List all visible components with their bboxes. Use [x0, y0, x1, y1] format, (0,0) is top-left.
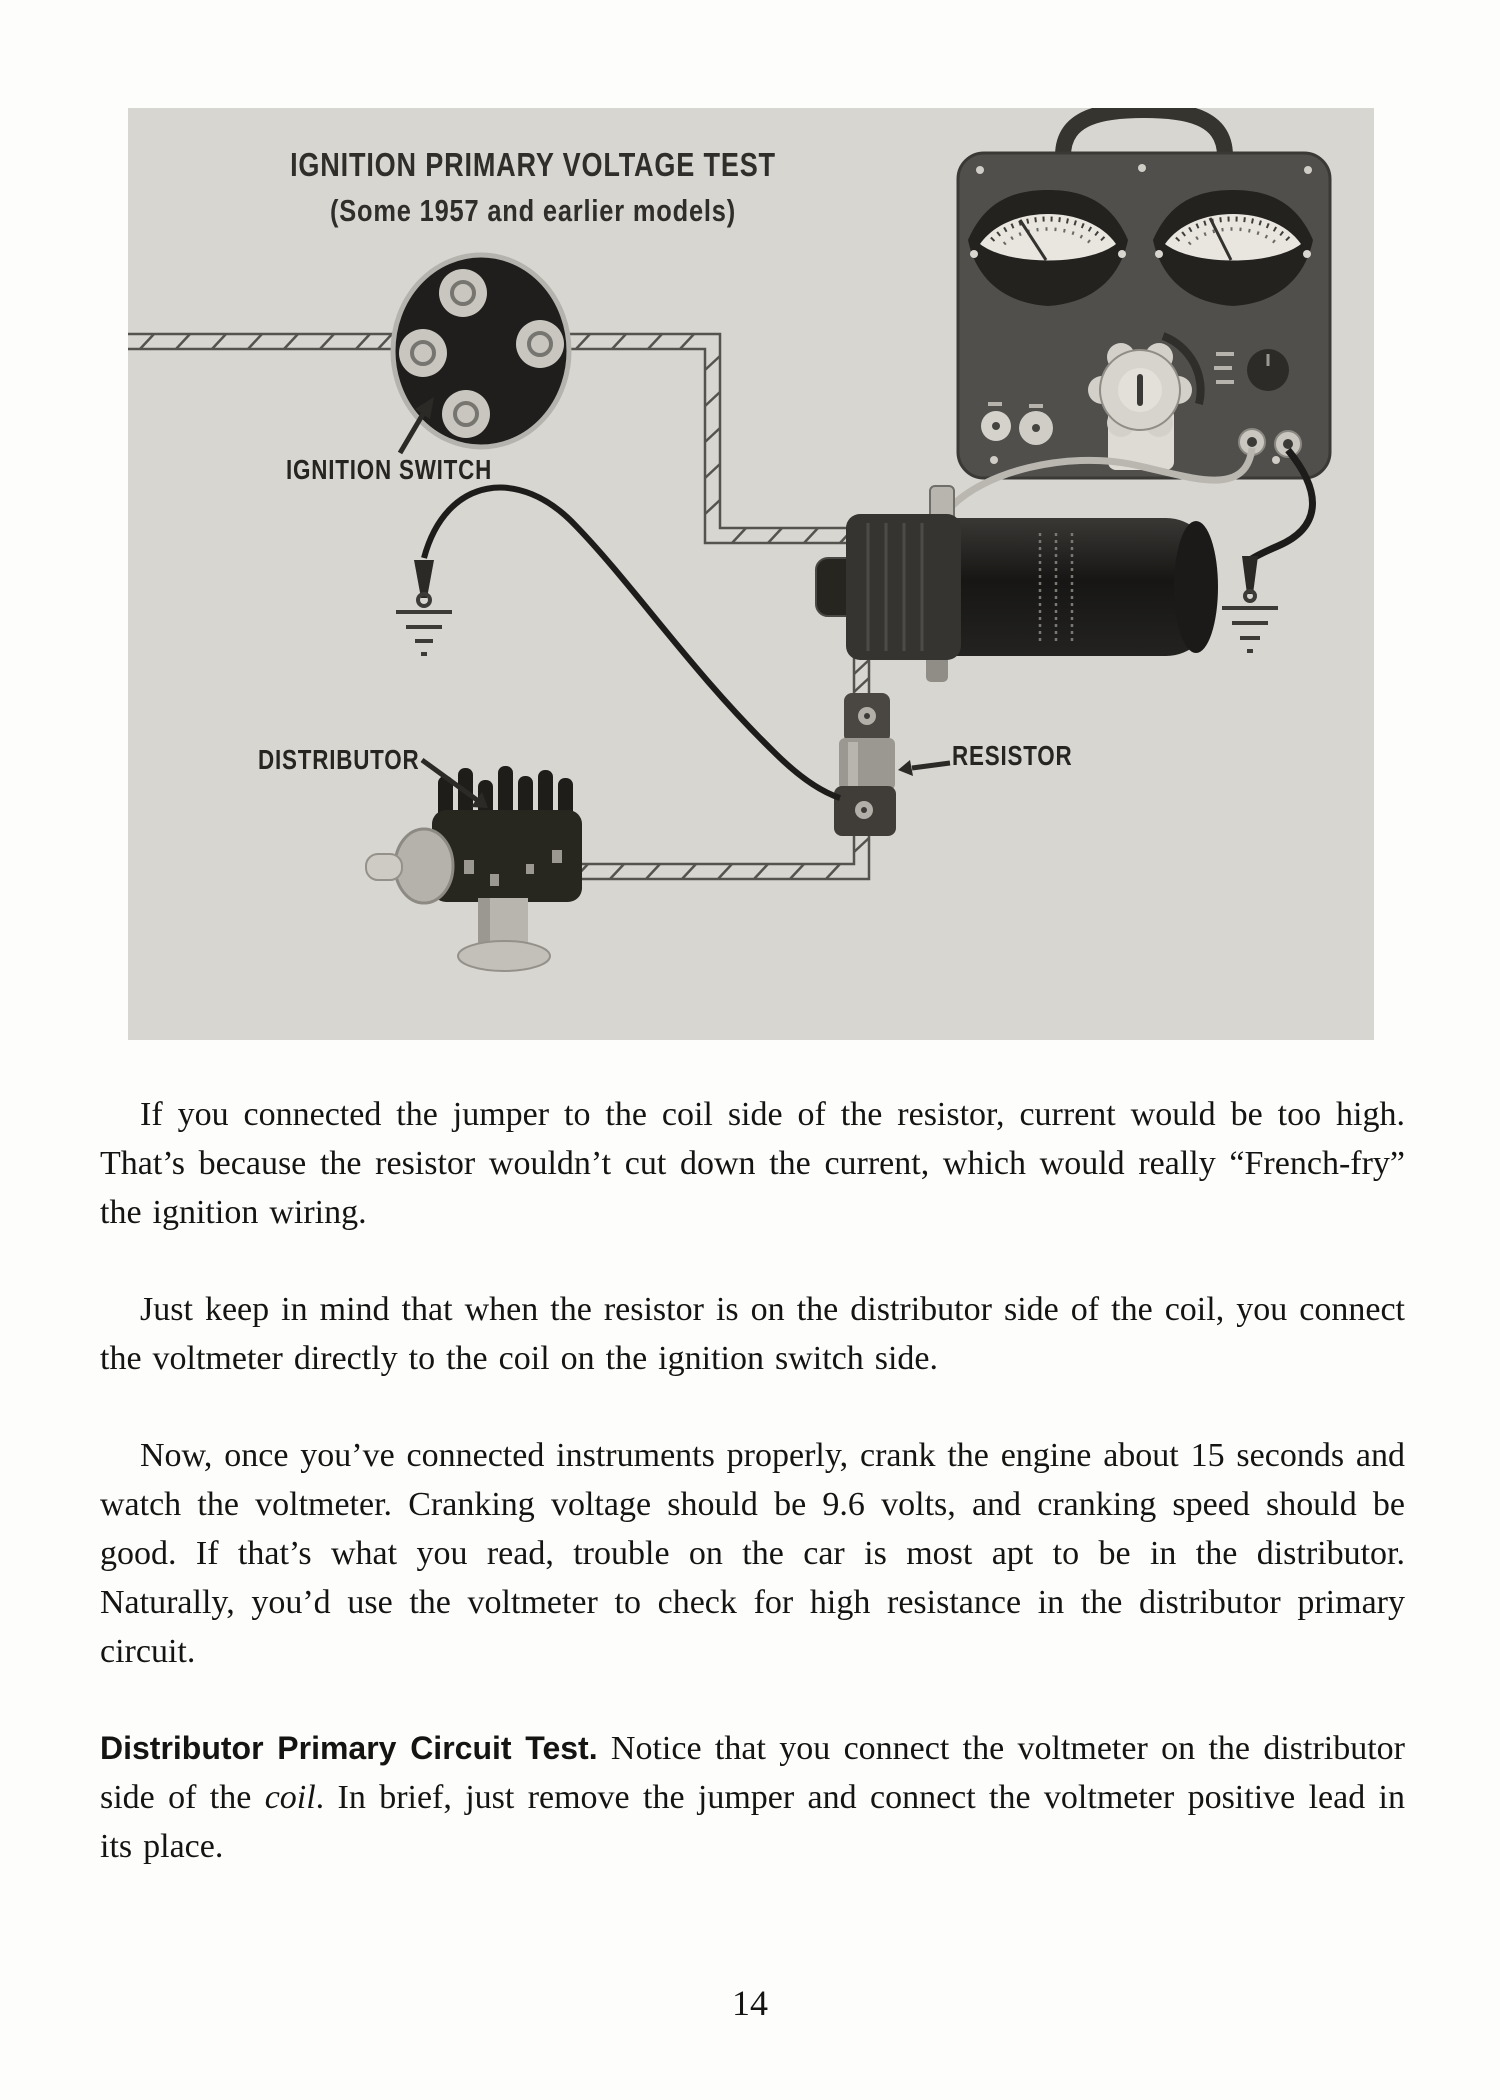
ground-symbol-left [396, 560, 452, 654]
carry-handle [1063, 110, 1225, 156]
paragraph-4-heading: Distributor Primary Circuit Test. [100, 1730, 598, 1766]
figure-title-line2: (Some 1957 and earlier models) [329, 193, 737, 228]
paragraph-4-text-b: . In brief, just remove the jumper and connect the voltmeter positive lead in its place. [100, 1779, 1405, 1865]
vacuum-advance [395, 829, 453, 903]
paragraph-4 [100, 1724, 1405, 1871]
ignition-coil-photo [816, 486, 1218, 682]
paragraph-4-text-a: Notice that you connect the voltmeter on the distributor side of the [100, 1730, 1406, 1816]
paragraph-3: Now, once you’ve connected instruments properly, crank the engine about 15 seconds and watch the voltmeter. Cranking voltage should be 9.6 volts, and cranking speed should be good. If that’s what you read, trouble on the car is most apt to be in the distributor. Naturally, you’d use the voltmeter to check for high resistance in the distributor primary circuit. [100, 1437, 1405, 1670]
figure-ignition-primary-voltage-test [128, 108, 1374, 1040]
label-resistor: RESISTOR [952, 740, 1073, 771]
body-text [100, 1090, 1405, 1919]
resistor-photo [834, 693, 896, 836]
ground-symbol-right [1222, 556, 1278, 651]
page-number: 14 [732, 1983, 768, 2023]
test-meter-box-photo [958, 110, 1330, 478]
figure-title [183, 146, 883, 229]
label-distributor: DISTRIBUTOR [258, 744, 420, 775]
label-ignition-switch: IGNITION SWITCH [286, 454, 493, 485]
paragraph-2: Just keep in mind that when the resistor is on the distributor side of the coil, you connect the voltmeter directly to the coil on the ignition switch side. [100, 1291, 1405, 1377]
figure-artwork [128, 108, 1374, 1040]
paragraph-4-italic-word: coil [264, 1779, 316, 1816]
paragraph-1: If you connected the jumper to the coil side of the resistor, current would be too high. That’s because the resistor wouldn’t cut down the current, which would really “French-fry” the ignition wiring. [100, 1096, 1405, 1231]
figure-title-line1: IGNITION PRIMARY VOLTAGE TEST [290, 146, 776, 183]
